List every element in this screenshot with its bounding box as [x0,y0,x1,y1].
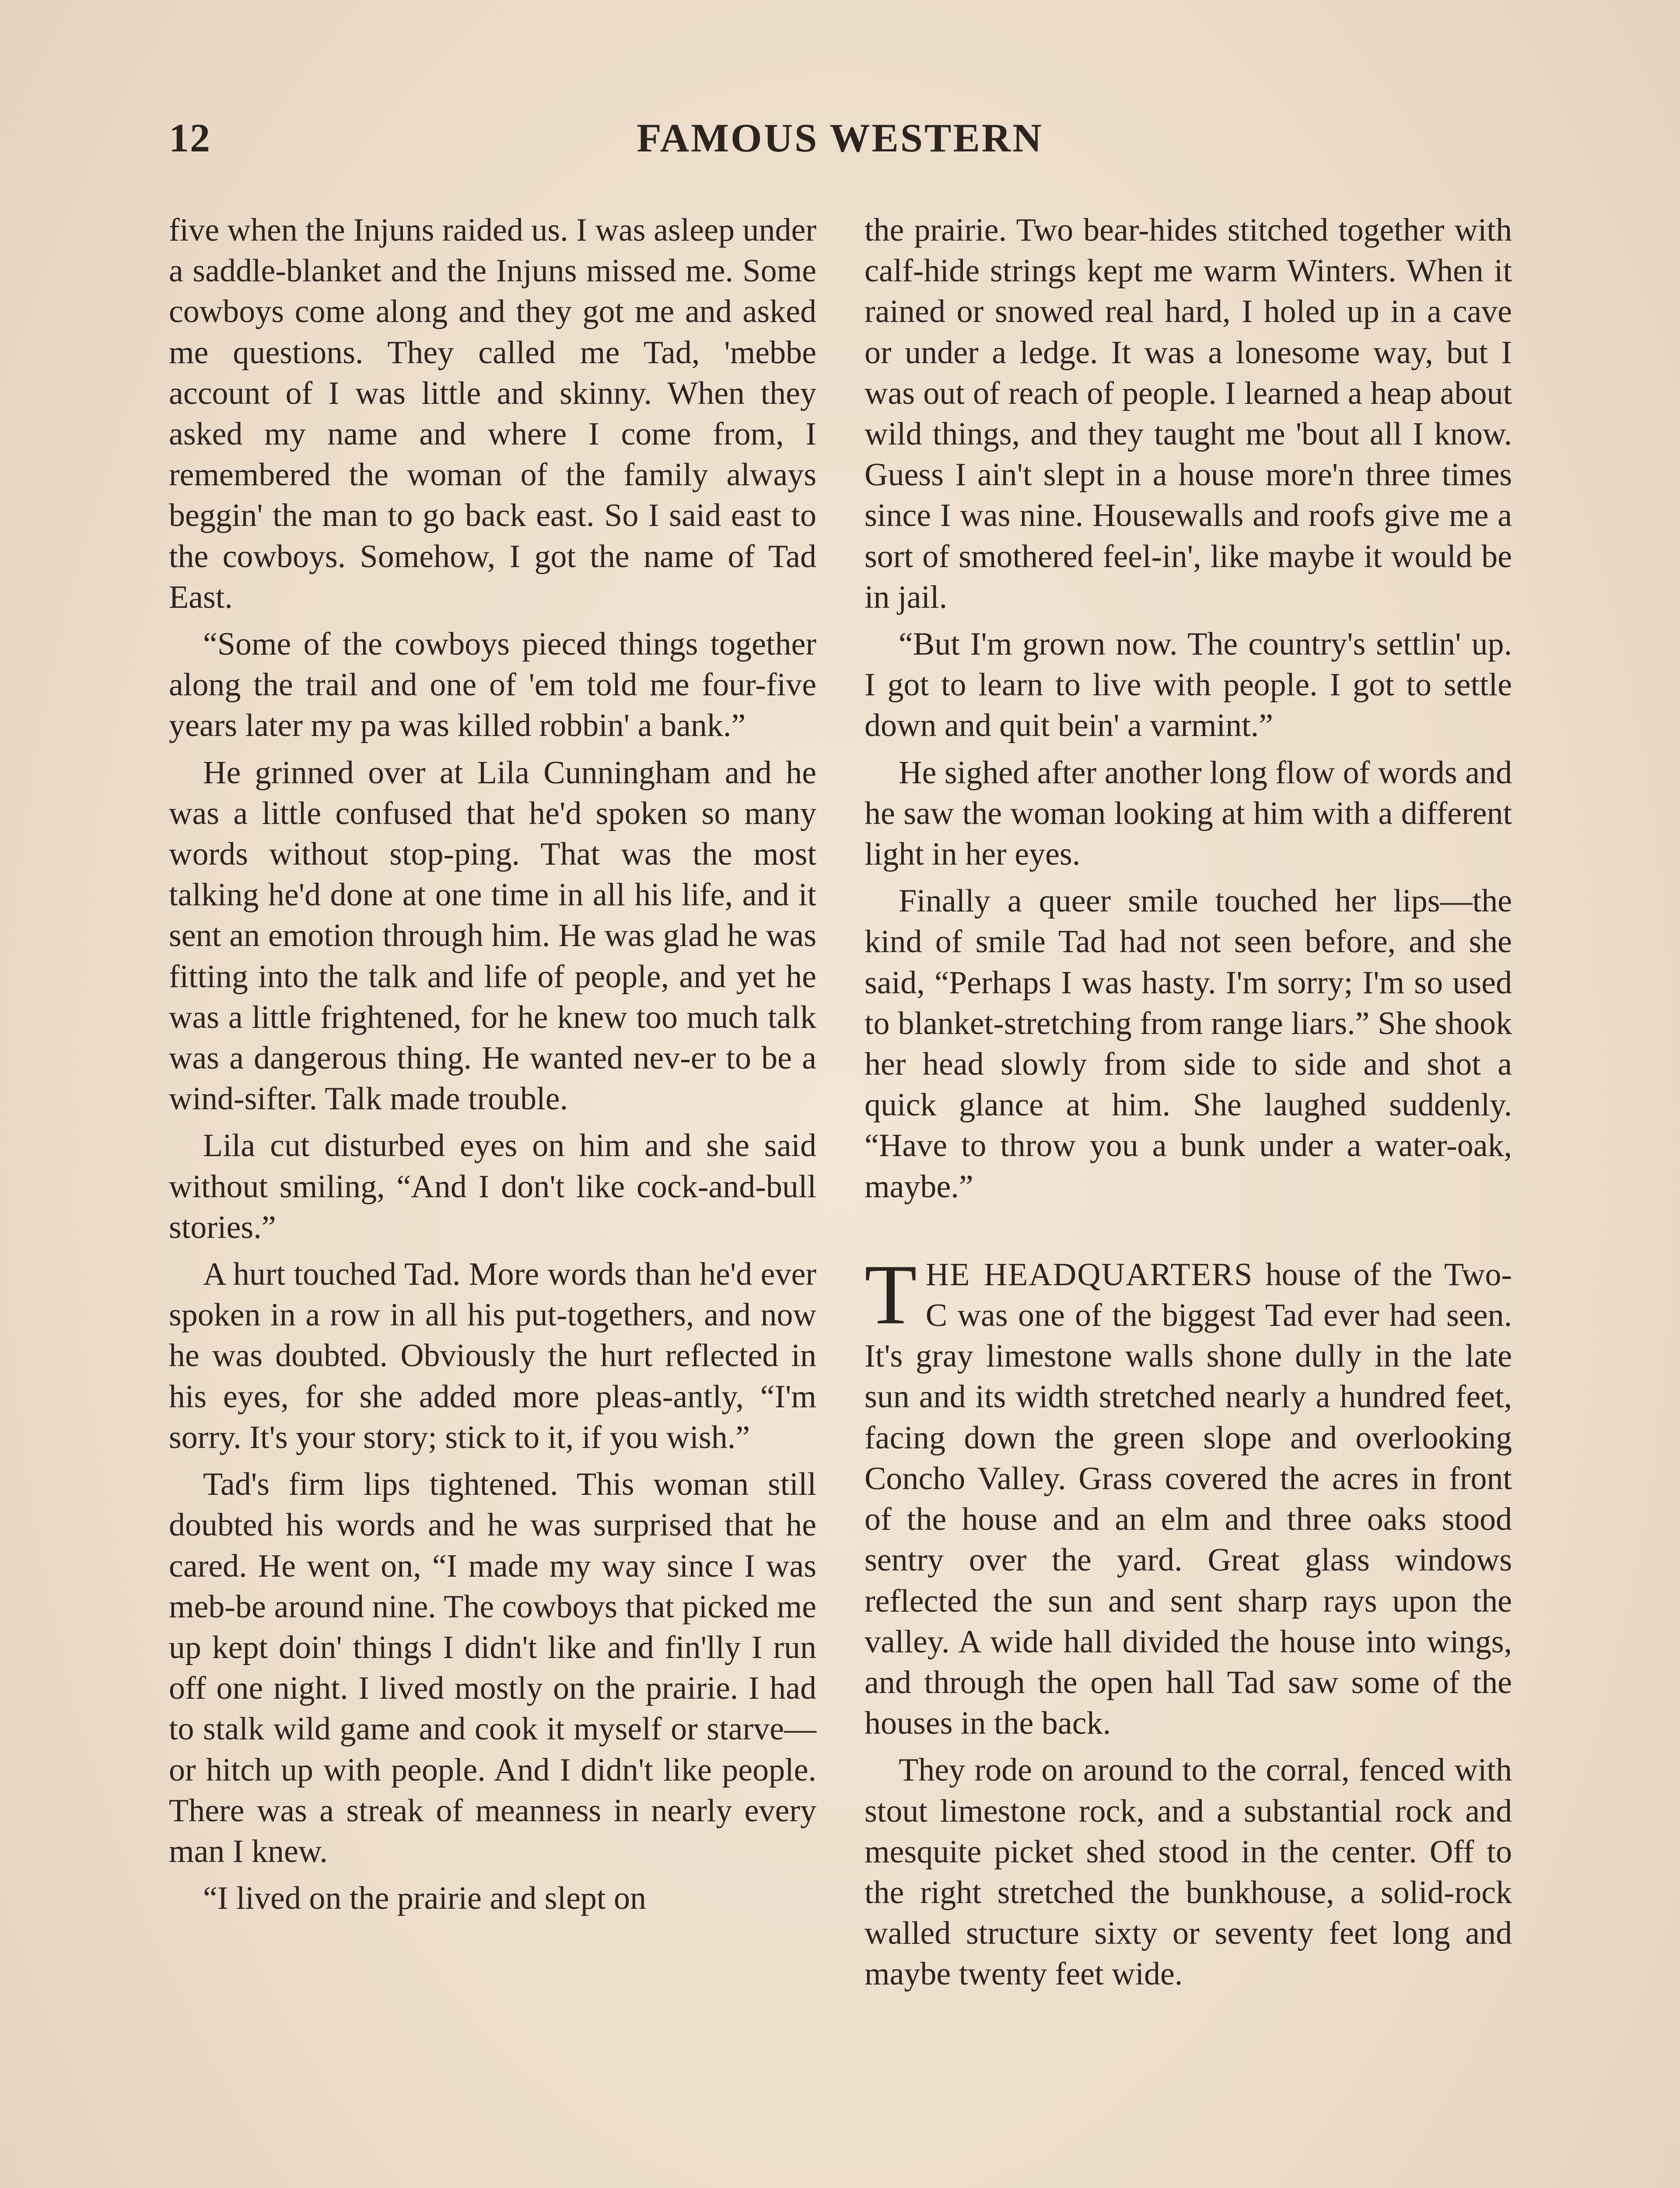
section-opening-paragraph [864,1247,1512,1744]
paragraph: the prairie. Two bear-hides stitched together with calf-hide strings kept me warm Winters. When it rained or snowed real hard, I holed up in a cave or under a ledge. It was a lonesome way, but I was out of reach of people. I learned a heap about wild things, and they taught me 'bout all I know. Guess I ain't slept in a house more'n three times since I was nine. Housewalls and roofs give me a sort of smothered feel-in', like maybe it would be in jail. [864,212,1512,615]
paragraph: “I lived on the prairie and slept on [203,1880,647,1917]
paragraph-text: house of the Two-C was one of the biggest Tad ever had seen. It's gray limestone walls shone dully in the late sun and its width stretched nearly a hundred feet, facing down the green slope and overlooking Concho Valley. Grass covered the acres in front of the house and an elm and three oaks stood sentry over the yard. Great glass windows reflected the sun and sent sharp rays upon the valley. A wide hall divided the house into wings, and through the open hall Tad saw some of the houses in the back. [864,1256,1512,1742]
paragraph: Tad's firm lips tightened. This woman still doubted his words and he was surprised that he cared. He went on, “I made my way since I was meb-be around nine. The cowboys that picked me up kept doin' things I didn't like and fin'lly I run off one night. I lived mostly on the prairie. I had to stalk wild game and cook it myself or starve—or hitch up with people. And I didn't like people. There was a streak of meanness in nearly every man I knew. [169,1466,816,1869]
paragraph: They rode on around to the corral, fenced with stout limestone rock, and a substantial rock and mesquite picket shed stood in the center. Off to the right stretched the bunkhouse, a solid-rock walled structure sixty or seventy feet long and maybe twenty feet wide. [864,1752,1512,1992]
page-header [0,115,1680,163]
lead-in-caps: HE HEADQUARTERS [925,1256,1253,1293]
paragraph: Finally a queer smile touched her lips—the kind of smile Tad had not seen before, and she said, “Perhaps I was hasty. I'm sorry; I'm so used to blanket-stretching from range liars.” She shook her head slowly from side to side and shot a quick glance at him. She laughed suddenly. “Have to throw you a bunk under a water-oak, maybe.” [864,883,1512,1205]
drop-cap: T [864,1247,917,1342]
running-head: FAMOUS WESTERN [637,116,1043,160]
right-column [864,210,1512,1995]
paragraph: “Some of the cowboys pieced things together along the trail and one of 'em told me four-five years later my pa was killed robbin' a bank.” [169,626,816,744]
paragraph: He sighed after another long flow of words and he saw the woman looking at him with a different light in her eyes. [864,754,1512,873]
paragraph: “But I'm grown now. The country's settlin' up. I got to learn to live with people. I got to settle down and quit bein' a varmint.” [864,626,1512,744]
paragraph: Lila cut disturbed eyes on him and she said without smiling, “And I don't like cock-and-bull stories.” [169,1128,816,1245]
paragraph: He grinned over at Lila Cunningham and he was a little confused that he'd spoken so many words without stop-ping. That was the most talking he'd done at one time in all his life, and it sent an emotion through him. He was glad he was fitting into the talk and life of people, and yet he was a little frightened, for he knew too much talk was a dangerous thing. He wanted nev-er to be a wind-sifter. Talk made trouble. [169,754,816,1117]
paragraph: five when the Injuns raided us. I was asleep under a saddle-blanket and the Injuns missed me. Some cowboys come along and they got me and asked me questions. They called me Tad, 'mebbe account of I was little and skinny. When they asked my name and where I come from, I remembered the woman of the family always beggin' the man to go back east. So I said east to the cowboys. Somehow, I got the name of Tad East. [169,212,816,615]
page-number: 12 [169,116,211,160]
paragraph: A hurt touched Tad. More words than he'd ever spoken in a row in all his put-togethers, and now he was doubted. Obviously the hurt reflected in his eyes, for she added more pleas-antly, “I'm sorry. It's your story; stick to it, if you wish.” [169,1256,816,1455]
left-column [169,210,816,1919]
